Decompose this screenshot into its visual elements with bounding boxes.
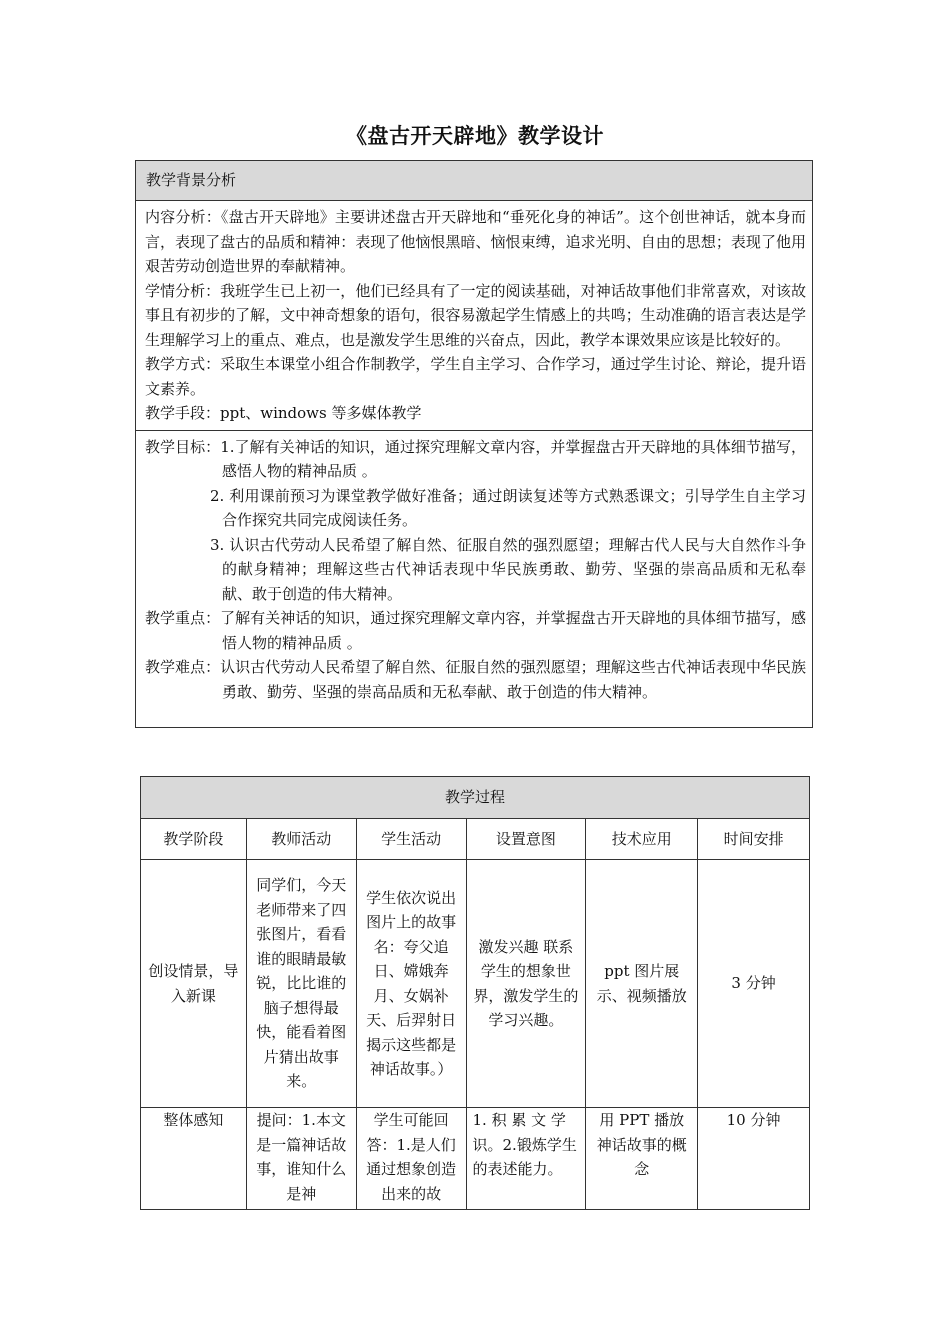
- teaching-goal-3: 3. 认识古代劳动人民希望了解自然、征服自然的强烈愿望；理解古代人民与大自然作斗争的献身精神；理解这些古代神话表现中华民族勇敢、勤劳、坚强的崇高品质和无私奉献、敢于创造的伟大精神。: [210, 535, 806, 603]
- column-header: 教师活动: [246, 819, 356, 860]
- goals-section: [136, 430, 812, 727]
- teaching-process-table: [140, 776, 810, 1210]
- stage-cell: 整体感知: [141, 1108, 247, 1210]
- tech-cell: 用 PPT 播放神话故事的概念: [586, 1108, 698, 1210]
- student-activity-cell: 学生可能回答：1.是人们通过想象创造出来的故: [356, 1108, 466, 1210]
- column-header: 学生活动: [356, 819, 466, 860]
- background-header: 教学背景分析: [136, 161, 812, 201]
- teaching-difficulty: 教学难点：认识古代劳动人民希望了解自然、征服自然的强烈愿望；理解这些古代神话表现中华民族勇敢、勤劳、坚强的崇高品质和无私奉献、敢于创造的伟大精神。: [145, 658, 806, 701]
- intent-cell: 激发兴趣 联系学生的想象世界，激发学生的学习兴趣。: [466, 860, 586, 1108]
- stage-cell: 创设情景，导入新课: [141, 860, 247, 1108]
- content-analysis: 内容分析：《盘古开天辟地》主要讲述盘古开天辟地和“垂死化身的神话”。这个创世神话，就本身而言，表现了盘古的品质和精神：表现了他恼恨黑暗、恼恨束缚，追求光明、自由的思想；表现了他用艰苦劳动创造世界的奉献精神。: [145, 208, 806, 275]
- table-row: [141, 860, 810, 1108]
- column-header: 时间安排: [698, 819, 810, 860]
- background-section: [136, 201, 812, 430]
- teaching-goal-2: 2. 利用课前预习为课堂教学做好准备；通过朗读复述等方式熟悉课文；引导学生自主学习合作探究共同完成阅读任务。: [210, 486, 806, 529]
- column-header: 设置意图: [466, 819, 586, 860]
- teaching-method: 教学方式：采取生本课堂小组合作制教学，学生自主学习、合作学习，通过学生讨论、辩论，提升语文素养。: [145, 355, 806, 398]
- tech-cell: ppt 图片展示、视频播放: [586, 860, 698, 1108]
- time-cell: 3 分钟: [698, 860, 810, 1108]
- intent-cell: 1. 积 累 文 学 识。2.锻炼学生的表述能力。: [466, 1108, 586, 1210]
- teaching-means: 教学手段：ppt、windows 等多媒体教学: [145, 404, 422, 422]
- teaching-goal-1: 教学目标：1.了解有关神话的知识，通过探究理解文章内容，并掌握盘古开天辟地的具体细节描写，感悟人物的精神品质 。: [145, 437, 806, 480]
- teaching-key-point: 教学重点：了解有关神话的知识，通过探究理解文章内容，并掌握盘古开天辟地的具体细节描写，感悟人物的精神品质 。: [145, 609, 806, 652]
- column-header: 教学阶段: [141, 819, 247, 860]
- time-cell: 10 分钟: [698, 1108, 810, 1210]
- teacher-activity-cell: 提问：1.本文是一篇神话故事，谁知什么是神: [246, 1108, 356, 1210]
- column-header: 技术应用: [586, 819, 698, 860]
- student-activity-cell: 学生依次说出图片上的故事名：夸父追日、嫦娥奔月、女娲补天、后羿射日揭示这些都是神话故事。）: [356, 860, 466, 1108]
- table-row: [141, 1108, 810, 1210]
- process-header: 教学过程: [141, 777, 810, 819]
- page-title: 《盘古开天辟地》教学设计: [346, 123, 604, 148]
- background-analysis-table: [135, 160, 813, 728]
- teacher-activity-cell: 同学们，今天老师带来了四张图片，看看谁的眼睛最敏锐，比比谁的脑子想得最快，能看着图片猜出故事来。: [246, 860, 356, 1108]
- student-analysis: 学情分析：我班学生已上初一，他们已经具有了一定的阅读基础，对神话故事他们非常喜欢，对该故事且有初步的了解，文中神奇想象的语句，很容易激起学生情感上的共鸣；生动准确的语言表达是学生理解学习上的重点、难点，也是激发学生思维的兴奋点，因此，教学本课效果应该是比较好的。: [145, 281, 806, 349]
